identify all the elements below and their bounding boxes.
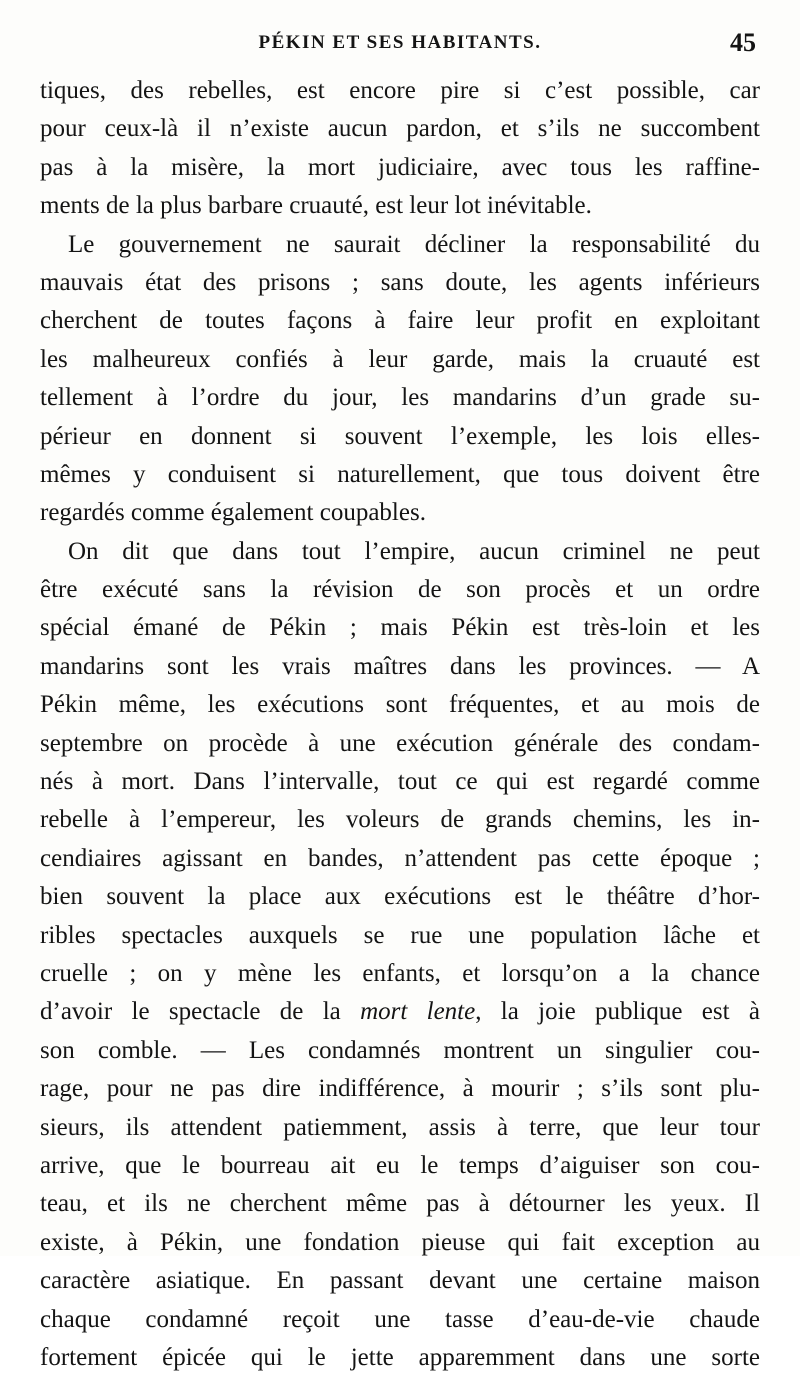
text-line: mandarins sont les vrais maîtres dans les provinces. — A — [40, 652, 760, 680]
text-line: les malheureux confiés à leur garde, mais la cruauté est — [40, 345, 760, 373]
text-line: arrive, que le bourreau ait eu le temps d’aiguiser son cou- — [40, 1151, 760, 1179]
running-head — [40, 28, 760, 66]
text-line: son comble. — Les condamnés montrent un singulier cou- — [40, 1036, 760, 1064]
text-line: pour ceux-là il n’existe aucun pardon, et s’ils ne succombent — [40, 115, 760, 143]
text-line: fortement épicée qui le jette apparemment dans une sorte — [40, 1343, 760, 1371]
text-line — [40, 993, 760, 1031]
paragraph-start-line: On dit que dans tout l’empire, aucun criminel ne peut — [68, 537, 760, 565]
text-body — [40, 72, 760, 1377]
running-title: PÉKIN ET SES HABITANTS. — [258, 32, 542, 53]
text-line: cendiaires agissant en bandes, n’attendent pas cette époque ; — [40, 844, 760, 872]
text-line: spécial émané de Pékin ; mais Pékin est très-loin et les — [40, 614, 760, 642]
text-line: cherchent de toutes façons à faire leur profit en exploitant — [40, 307, 760, 335]
text-line: teau, et ils ne cherchent même pas à détourner les yeux. Il — [40, 1190, 760, 1218]
page-number: 45 — [730, 28, 756, 57]
paragraph-start-line: Le gouvernement ne saurait décliner la responsabilité du — [68, 230, 760, 258]
text-line: septembre on procède à une exécution générale des condam- — [40, 729, 760, 757]
text-line: caractère asiatique. En passant devant une certaine maison — [40, 1267, 760, 1295]
text-line: pas à la misère, la mort judiciaire, avec tous les raffine- — [40, 153, 760, 181]
text-line: rage, pour ne pas dire indifférence, à mourir ; s’ils sont plu- — [40, 1075, 760, 1103]
text-line: tiques, des rebelles, est encore pire si c’est possible, car — [40, 77, 760, 104]
text-line: chaque condamné reçoit une tasse d’eau-de-vie chaude — [40, 1305, 760, 1333]
text-line: bien souvent la place aux exécutions est le théâtre d’hor- — [40, 883, 760, 911]
text-segment: , la joie publique est à — [475, 998, 760, 1026]
text-line: mêmes y conduisent si naturellement, que tous doivent être — [40, 460, 760, 488]
italic-phrase: mort lente — [360, 998, 476, 1026]
text-line: cruelle ; on y mène les enfants, et lorsqu’on a la chance — [40, 959, 760, 987]
text-line: Pékin même, les exécutions sont fréquentes, et au mois de — [40, 691, 760, 719]
text-line: tellement à l’ordre du jour, les mandarins d’un grade su- — [40, 384, 760, 412]
text-line: rebelle à l’empereur, les voleurs de grands chemins, les in- — [40, 806, 760, 834]
text-line: mauvais état des prisons ; sans doute, les agents inférieurs — [40, 268, 760, 296]
text-line: périeur en donnent si souvent l’exemple, les lois elles- — [40, 422, 760, 450]
text-line: nés à mort. Dans l’intervalle, tout ce qui est regardé comme — [40, 768, 760, 796]
text-line: être exécuté sans la révision de son procès et un ordre — [40, 576, 760, 604]
text-line: regardés comme également coupables. — [40, 499, 426, 527]
text-line: ments de la plus barbare cruauté, est leur lot inévitable. — [40, 192, 592, 220]
text-line: existe, à Pékin, une fondation pieuse qui fait exception au — [40, 1228, 760, 1256]
text-segment: d’avoir le spectacle de la — [40, 998, 361, 1026]
text-line: ribles spectacles auxquels se rue une population lâche et — [40, 921, 760, 949]
text-line: sieurs, ils attendent patiemment, assis à terre, que leur tour — [40, 1113, 760, 1141]
